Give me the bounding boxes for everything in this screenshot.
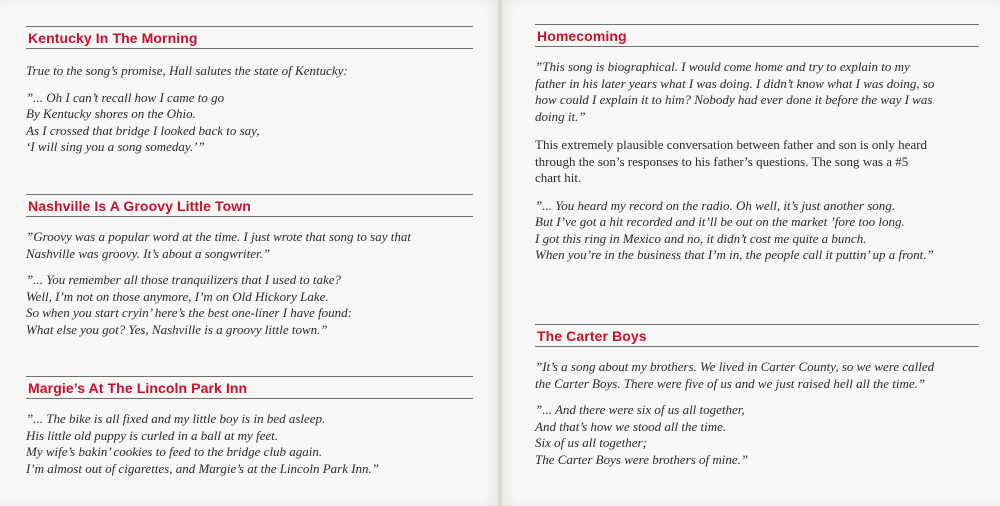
quote-line: doing it.” bbox=[535, 108, 586, 124]
lyrics-block bbox=[26, 90, 473, 156]
lyric-line: And that’s how we stood all the time. bbox=[535, 418, 727, 434]
lyric-line: ”... Oh I can’t recall how I came to go bbox=[26, 89, 225, 105]
section-title: Margie’s At The Lincoln Park Inn bbox=[28, 380, 248, 396]
lyrics-block bbox=[535, 198, 979, 264]
lyric-line: But I’ve got a hit recorded and it’ll be out on the market ’fore too long. bbox=[535, 214, 905, 229]
lyrics-block bbox=[535, 402, 979, 468]
quote-line: Nashville was groovy. It’s about a songwriter.” bbox=[26, 245, 271, 261]
lyric-line: I got this ring in Mexico and no, it didn’t cost me quite a bunch. bbox=[535, 230, 867, 246]
quote-block bbox=[26, 229, 473, 262]
lyric-line: ”... You heard my record on the radio. Oh well, it’s just another song. bbox=[535, 197, 896, 213]
quote-line: ”It’s a song about my brothers. We lived in Carter County, so we were called bbox=[535, 359, 935, 374]
body-line: through the son’s responses to his father’s questions. The song was a #5 bbox=[535, 153, 909, 169]
section-title: Homecoming bbox=[537, 28, 627, 44]
body-line: This extremely plausible conversation between father and son is only heard bbox=[535, 137, 928, 152]
lyric-line: As I crossed that bridge I looked back to say, bbox=[26, 122, 260, 138]
quote-line: ”Groovy was a popular word at the time. I just wrote that song to say that bbox=[26, 229, 411, 244]
section-title: The Carter Boys bbox=[537, 328, 647, 344]
lyric-line: I’m almost out of cigarettes, and Margie’s at the Lincoln Park Inn.” bbox=[26, 460, 380, 476]
section-carter-boys bbox=[535, 324, 979, 468]
lyrics-block bbox=[26, 411, 473, 477]
lyric-line: What else you got? Yes, Nashville is a groovy little town.” bbox=[26, 321, 328, 337]
lyric-line: When you’re in the business that I’m in, the people call it puttin’ up a front.” bbox=[535, 247, 934, 262]
lyric-line: His little old puppy is curled in a ball at my feet. bbox=[26, 427, 279, 443]
lyric-line: The Carter Boys were brothers of mine.” bbox=[535, 451, 749, 467]
quote-block bbox=[535, 59, 979, 125]
section-rule-bottom bbox=[26, 48, 473, 49]
lyric-line: ”... And there were six of us all together, bbox=[535, 402, 745, 417]
section-kentucky-in-the-morning bbox=[26, 26, 473, 156]
lyric-line: ”... You remember all those tranquilizers that I used to take? bbox=[26, 272, 342, 287]
lyric-line: So when you start cryin’ here’s the best one-liner I have found: bbox=[26, 305, 353, 320]
lyric-line: By Kentucky shores on the Ohio. bbox=[26, 106, 196, 121]
quote-line: how could I explain it to him? Nobody had ever done it before the way I was bbox=[535, 92, 933, 107]
section-rule-bottom bbox=[535, 346, 979, 347]
section-title: Nashville Is A Groovy Little Town bbox=[28, 198, 251, 214]
lyric-line: ‘I will sing you a song someday.’” bbox=[26, 139, 205, 154]
section-intro: True to the song’s promise, Hall salutes the state of Kentucky: bbox=[26, 63, 348, 78]
lyric-line: ”... The bike is all fixed and my little boy is in bed asleep. bbox=[26, 411, 326, 426]
quote-line: the Carter Boys. There were five of us and we just raised hell all the time.” bbox=[535, 375, 926, 391]
section-homecoming bbox=[535, 24, 979, 264]
quote-line: father in his later years what I was doing. I didn’t know what I was doing, so bbox=[535, 75, 935, 91]
section-rule-bottom bbox=[26, 216, 473, 217]
section-rule-bottom bbox=[26, 398, 473, 399]
lyrics-block bbox=[26, 272, 473, 338]
quote-line: ”This song is biographical. I would come home and try to explain to my bbox=[535, 59, 910, 74]
lyric-line: My wife’s bakin’ cookies to feed to the bridge club again. bbox=[26, 444, 323, 459]
quote-block bbox=[535, 359, 979, 392]
section-rule-bottom bbox=[535, 46, 979, 47]
body-paragraph bbox=[535, 137, 979, 187]
lyric-line: Well, I’m not on those anymore, I’m on Old Hickory Lake. bbox=[26, 288, 329, 304]
lyric-line: Six of us all together; bbox=[535, 435, 647, 450]
section-margies-lincoln-park-inn bbox=[26, 376, 473, 477]
section-nashville-groovy-little-town bbox=[26, 194, 473, 338]
body-line: chart hit. bbox=[535, 170, 582, 185]
section-title: Kentucky In The Morning bbox=[28, 30, 198, 46]
